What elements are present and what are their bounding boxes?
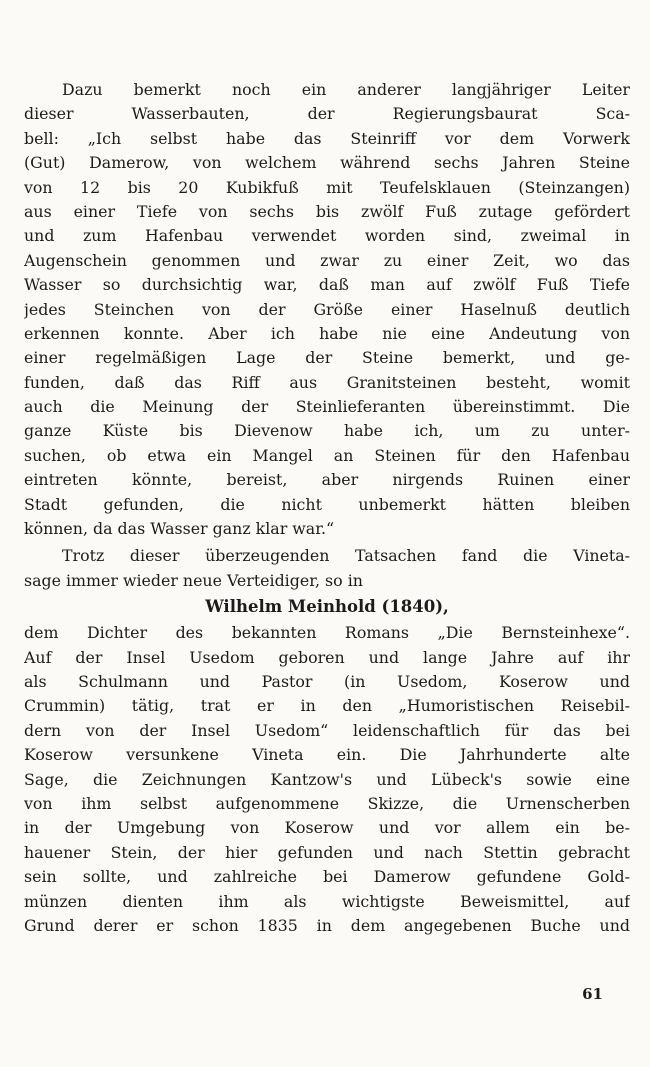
section-heading: Wilhelm Meinhold (1840), bbox=[205, 597, 449, 617]
text-line: sage immer wieder neue Verteidiger, so in bbox=[24, 570, 363, 590]
text-line: dern von der Insel Usedom“ leidenschaftlich für das bei bbox=[24, 720, 630, 740]
text-line: hauener Stein, der hier gefunden und nach Stettin gebracht bbox=[24, 842, 630, 862]
text-line: und zum Hafenbau verwendet worden sind, zweimal in bbox=[24, 226, 630, 246]
text-line: Koserow versunkene Vineta ein. Die Jahrhunderte alte bbox=[24, 745, 630, 765]
text-line: von ihm selbst aufgenommene Skizze, die Urnenscherben bbox=[24, 793, 630, 813]
text-line: Wasser so durchsichtig war, daß man auf zwölf Fuß Tiefe bbox=[24, 275, 630, 295]
body-text bbox=[24, 78, 630, 938]
text-line: dieser Wasserbauten, der Regierungsbaurat Sca- bbox=[24, 104, 630, 124]
text-line: Crummin) tätig, trat er in den „Humoristischen Reisebil- bbox=[24, 696, 630, 716]
text-line: Sage, die Zeichnungen Kantzow's und Lübeck's sowie eine bbox=[24, 769, 630, 789]
text-line: dem Dichter des bekannten Romans „Die Bernsteinhexe“. bbox=[24, 623, 630, 643]
text-line: Auf der Insel Usedom geboren und lange Jahre auf ihr bbox=[24, 647, 630, 667]
text-line: Stadt gefunden, die nicht unbemerkt hätten bleiben bbox=[24, 494, 630, 514]
text-line: jedes Steinchen von der Größe einer Haselnuß deutlich bbox=[24, 299, 630, 319]
text-line: als Schulmann und Pastor (in Usedom, Koserow und bbox=[24, 671, 630, 691]
text-line: münzen dienten ihm als wichtigste Beweismittel, auf bbox=[24, 891, 630, 911]
text-line: Grund derer er schon 1835 in dem angegebenen Buche und bbox=[24, 915, 630, 935]
text-line: ganze Küste bis Dievenow habe ich, um zu unter- bbox=[24, 421, 630, 441]
text-line: auch die Meinung der Steinlieferanten übereinstimmt. Die bbox=[24, 397, 630, 417]
text-line: einer regelmäßigen Lage der Steine bemerkt, und ge- bbox=[24, 348, 630, 368]
text-line: bell: „Ich selbst habe das Steinriff vor dem Vorwerk bbox=[24, 128, 630, 148]
text-line: Trotz dieser überzeugenden Tatsachen fand die Vineta- bbox=[62, 546, 630, 566]
text-line: funden, daß das Riff aus Granitsteinen besteht, womit bbox=[24, 372, 630, 392]
book-page bbox=[24, 0, 630, 1067]
text-line: eintreten könnte, bereist, aber nirgends Ruinen einer bbox=[24, 470, 630, 490]
text-line: von 12 bis 20 Kubikfuß mit Teufelsklauen (Steinzangen) bbox=[24, 177, 630, 197]
text-line: suchen, ob etwa ein Mangel an Steinen für den Hafenbau bbox=[24, 445, 630, 465]
text-line: aus einer Tiefe von sechs bis zwölf Fuß zutage gefördert bbox=[24, 201, 630, 221]
text-line: (Gut) Damerow, von welchem während sechs Jahren Steine bbox=[24, 153, 630, 173]
text-line: erkennen konnte. Aber ich habe nie eine Andeutung von bbox=[24, 323, 630, 343]
text-line: Dazu bemerkt noch ein anderer langjähriger Leiter bbox=[62, 80, 630, 99]
page-number: 61 bbox=[582, 985, 603, 1003]
text-line: können, da das Wasser ganz klar war.“ bbox=[24, 519, 335, 539]
text-line: sein sollte, und zahlreiche bei Damerow gefundene Gold- bbox=[24, 867, 630, 887]
text-line: in der Umgebung von Koserow und vor allem ein be- bbox=[24, 818, 630, 838]
text-line: Augenschein genommen und zwar zu einer Zeit, wo das bbox=[24, 250, 630, 270]
